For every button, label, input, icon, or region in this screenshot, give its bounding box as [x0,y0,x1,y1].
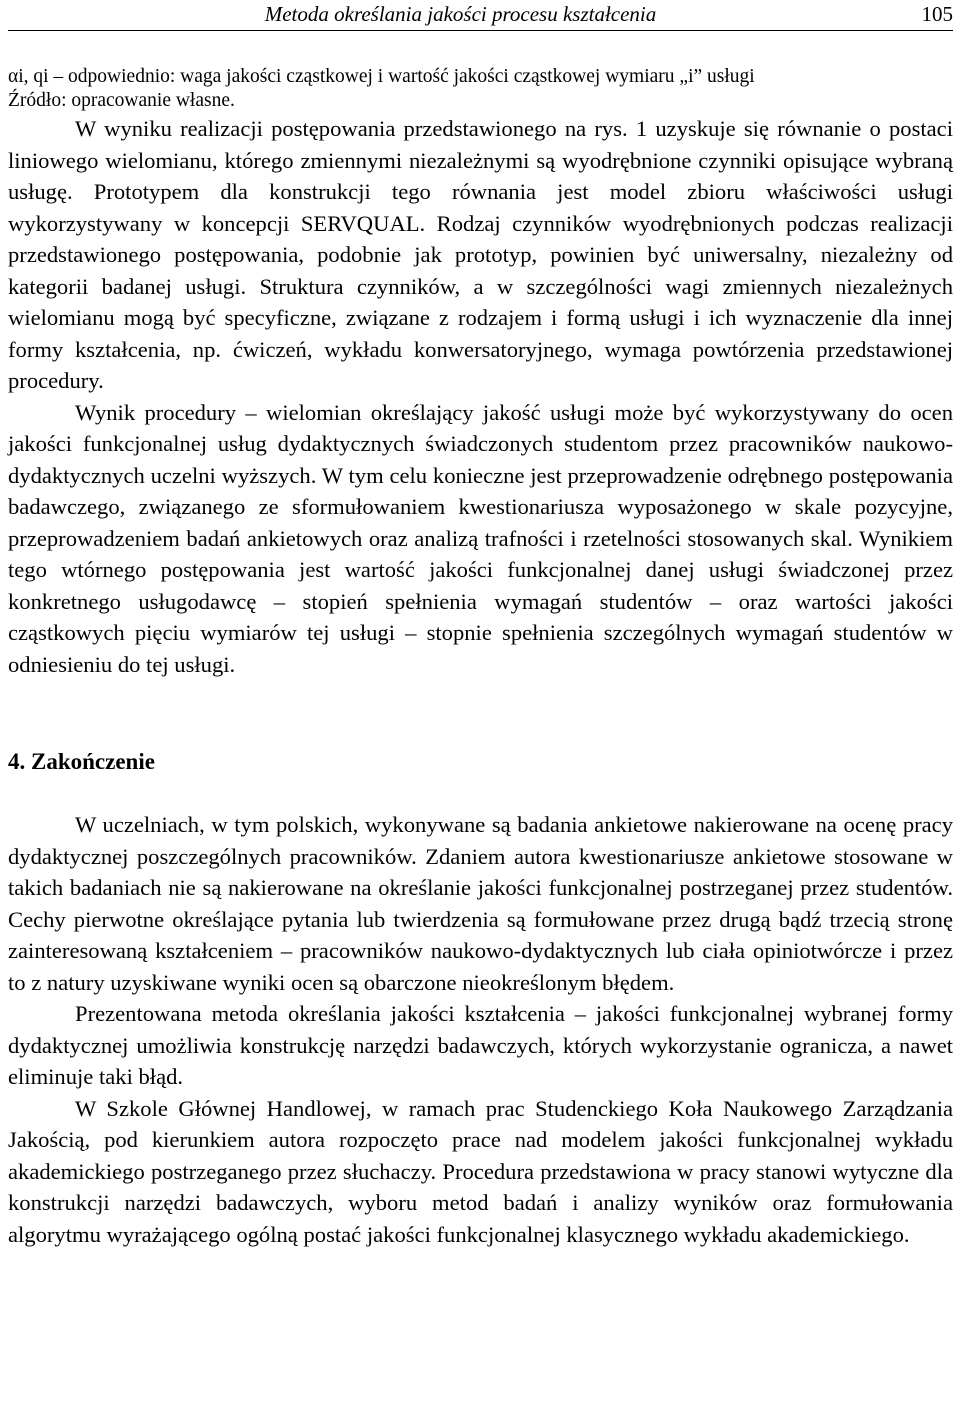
running-header [8,2,953,31]
paragraph: W wyniku realizacji postępowania przedstawionego na rys. 1 uzyskuje się równanie o postaci liniowego wielomianu, którego zmiennymi niezależnymi są wyodrębnione czynniki opisujące wybraną usługę. Prototypem dla konstrukcji tego równania jest model zbioru właściwości usługi wykorzystywany w koncepcji SERVQUAL. Rodzaj czynników wyodrębnionych podczas realizacji przedstawionego postępowania, podobnie jak prototyp, powinien być uniwersalny, niezależny od kategorii badanej usługi. Struktura czynników, a w szczególności wagi zmiennych niezależnych wielomianu mogą być specyficzne, związane z rodzajem i formą usługi i ich wyznaczenie dla innej formy kształcenia, np. ćwiczeń, wykładu konwersatoryjnego, wymaga powtórzenia przedstawionej procedury. [8,116,953,393]
paragraph: Wynik procedury – wielomian określający jakość usługi może być wykorzystywany do ocen jakości funkcjonalnej usług dydaktycznych świadczonych studentom przez pracowników naukowo-dydaktycznych uczelni wyższych. W tym celu konieczne jest przeprowadzenie odrębnego postępowania badawczego, związanego ze sformułowaniem kwestionariusza wyposażonego w skale pozycyjne, przeprowadzeniem badań ankietowych oraz analizą trafności i rzetelności stosowanych skal. Wynikiem tego wtórnego postępowania jest wartość jakości funkcjonalnej danej usługi świadczonej przez konkretnego usługodawcę – stopień spełnienia wymagań studentów – oraz wartości jakości cząstkowych pięciu wymiarów tej usługi – stopnie spełnienia szczególnych wymagań studentów w odniesieniu do tej usługi. [8,399,953,677]
legend-note: αi, qi – odpowiednio: waga jakości cząstkowej i wartość jakości cząstkowej wymiaru „i” usługi [8,66,755,87]
paragraph: W uczelniach, w tym polskich, wykonywane są badania ankietowe nakierowane na ocenę pracy dydaktycznej poszczególnych pracowników. Zdaniem autora kwestionariusze ankietowe stosowane w takich badaniach nie są nakierowane na określanie jakości funkcjonalnej postrzeganej przez studentów. Cechy pierwotne określające pytania lub twierdzenia są formułowane przez drugą bądź trzecią stronę zainteresowaną kształceniem – pracowników naukowo-dydaktycznych lub ciała opiniotwórcze i przez to z natury uzyskiwane wyniki ocen są obarczone nieokreślonym błędem. [8,812,953,995]
body-section-before [8,113,953,680]
paragraph: W Szkole Głównej Handlowej, w ramach prac Studenckiego Koła Naukowego Zarządzania Jakością, pod kierunkiem autora rozpoczęto prace nad modelem jakości funkcjonalnej wykładu akademickiego postrzeganego przez słuchaczy. Procedura przedstawiona w pracy stanowi wytyczne dla konstrukcji narzędzi badawczych, wyboru metod badań i analizy wyników oraz formułowania algorytmu wyrażającego ogólną postać jakości funkcjonalnej klasycznego wykładu akademickiego. [8,1095,953,1247]
source-note: Źródło: opracowanie własne. [8,90,235,111]
document-page [8,0,953,1250]
section-heading: 4. Zakończenie [8,749,155,774]
running-title: Metoda określania jakości procesu kształcenia [264,2,657,26]
paragraph: Prezentowana metoda określania jakości kształcenia – jakości funkcjonalnej wybranej formy dydaktycznej umożliwia konstrukcję narzędzi badawczych, których wykorzystanie ogranicza, a nawet eliminuje taki błąd. [8,1001,953,1089]
body-section-after [8,809,953,1250]
page-number: 105 [921,2,953,26]
